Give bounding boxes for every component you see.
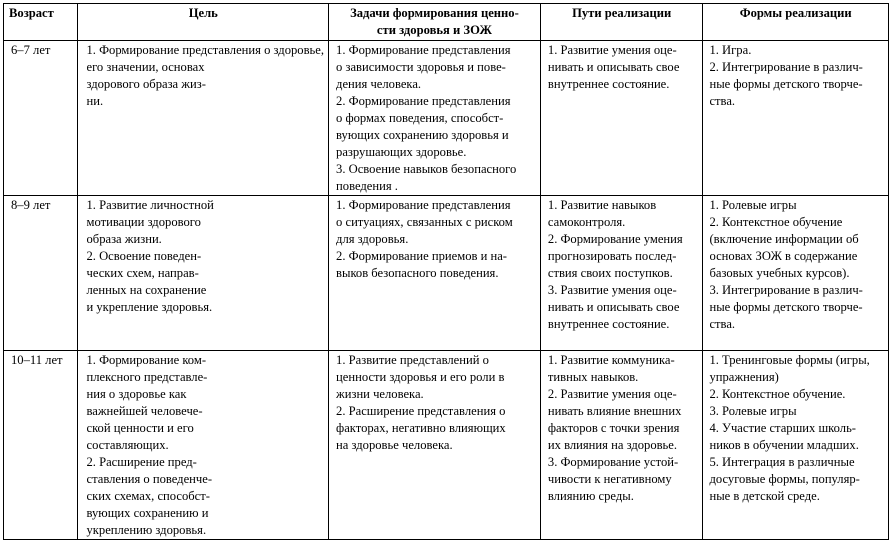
header-age: Возраст — [4, 4, 78, 41]
cell-age — [4, 41, 78, 196]
cell-line: влиянию среды. — [547, 489, 634, 503]
cell-line: их влияния на здоровье. — [547, 438, 678, 452]
cell-line: 4. Участие старших школь- — [709, 421, 857, 435]
cell-line: ства. — [709, 94, 736, 108]
cell-line: основах ЗОЖ в содержание — [709, 249, 858, 263]
health-education-table — [3, 3, 889, 540]
cell-goal — [78, 41, 329, 196]
cell-line: ства. — [709, 317, 736, 331]
cell-age — [4, 196, 78, 351]
cell-line: внутреннее состояние. — [547, 317, 670, 331]
cell-line: прогнозировать послед- — [547, 249, 677, 263]
cell-line: 2. Формирование приемов и на- — [336, 249, 508, 263]
cell-line: 2. Освоение поведен- — [86, 249, 202, 263]
cell-line: ствия своих поступков. — [547, 266, 673, 280]
cell-line: 1. Ролевые игры — [709, 198, 797, 212]
cell-line: 1. Игра. — [709, 43, 752, 57]
cell-line: (включение информации об — [709, 232, 859, 246]
cell-line: для здоровья. — [336, 232, 409, 246]
cell-line: о ситуациях, связанных с риском — [336, 215, 513, 229]
cell-line: 3. Развитие умения оце- — [547, 283, 677, 297]
header-ways: Пути реализации — [540, 4, 703, 41]
cell-line: жизни человека. — [336, 387, 424, 401]
cell-line: дения человека. — [336, 77, 422, 91]
cell-line: ников в обучении младших. — [709, 438, 859, 452]
cell-line: базовых учебных курсов). — [709, 266, 850, 280]
cell-line: мотивации здорового — [86, 215, 201, 229]
cell-line: ленных на сохранение — [86, 283, 207, 297]
cell-forms — [703, 41, 889, 196]
cell-line: о формах поведения, способст- — [336, 111, 504, 125]
cell-line: 10–11 лет — [11, 353, 63, 367]
cell-line: 2. Расширение пред- — [86, 455, 197, 469]
cell-line: 3. Интегрирование в различ- — [709, 283, 863, 297]
cell-age — [4, 351, 78, 540]
header-tasks-line: сти здоровья и ЗОЖ — [376, 23, 492, 37]
table-header-row — [4, 4, 889, 41]
cell-line: на здоровье человека. — [336, 438, 453, 452]
cell-line: досуговые формы, популяр- — [709, 472, 860, 486]
cell-line: укреплению здоровья. — [86, 523, 207, 537]
cell-line: факторах, негативно влияющих — [336, 421, 506, 435]
cell-line: нивать и описывать свое — [547, 300, 680, 314]
cell-tasks — [329, 196, 541, 351]
header-forms: Формы реализации — [703, 4, 889, 41]
cell-line: 6–7 лет — [11, 43, 51, 57]
cell-line: 2. Развитие умения оце- — [547, 387, 677, 401]
cell-line: 1. Формирование представления — [336, 43, 511, 57]
cell-line: ния о здоровье как — [86, 387, 187, 401]
cell-line: ской ценности и его — [86, 421, 194, 435]
cell-line: вующих сохранению здоровья и — [336, 128, 509, 142]
cell-line: 2. Формирование представления — [336, 94, 511, 108]
cell-line: 2. Контекстное обучение — [709, 215, 843, 229]
cell-line: поведения . — [336, 179, 398, 193]
cell-ways — [540, 351, 703, 540]
cell-tasks — [329, 351, 541, 540]
cell-forms — [703, 351, 889, 540]
cell-line: 3. Освоение навыков безопасного — [336, 162, 517, 176]
header-tasks — [329, 4, 541, 41]
cell-line: ценности здоровья и его роли в — [336, 370, 505, 384]
header-tasks-line: Задачи формирования ценно- — [350, 6, 519, 20]
cell-line: 1. Формирование представления — [336, 198, 511, 212]
cell-line: 1. Развитие умения оце- — [547, 43, 677, 57]
cell-line: ческих схем, направ- — [86, 266, 199, 280]
cell-line: чивости к негативному — [547, 472, 672, 486]
cell-line: ставления о поведенче- — [86, 472, 213, 486]
cell-line: и укрепление здоровья. — [86, 300, 213, 314]
cell-line: 2. Контекстное обучение. — [709, 387, 846, 401]
cell-line: 3. Формирование устой- — [547, 455, 679, 469]
cell-line: о зависимости здоровья и пове- — [336, 60, 506, 74]
cell-line: 1. Развитие представлений о — [336, 353, 489, 367]
cell-line: выков безопасного поведения. — [336, 266, 499, 280]
cell-ways — [540, 196, 703, 351]
cell-line: 5. Интеграция в различные — [709, 455, 855, 469]
cell-line: 2. Расширение представления о — [336, 404, 506, 418]
cell-ways — [540, 41, 703, 196]
cell-line: факторов с точки зрения — [547, 421, 680, 435]
cell-line: 1. Развитие коммуника- — [547, 353, 675, 367]
cell-line: 1. Формирование представления о здоровье, — [86, 43, 325, 57]
cell-goal — [78, 196, 329, 351]
cell-line: вующих сохранению и — [86, 506, 209, 520]
cell-line: самоконтроля. — [547, 215, 626, 229]
cell-line: здорового образа жиз- — [86, 77, 206, 91]
cell-goal — [78, 351, 329, 540]
cell-line: ни. — [86, 94, 104, 108]
cell-line: разрушающих здоровье. — [336, 145, 467, 159]
cell-line: тивных навыков. — [547, 370, 639, 384]
cell-line: 1. Развитие навыков — [547, 198, 657, 212]
cell-line: плексного представле- — [86, 370, 208, 384]
cell-line: 2. Формирование умения — [547, 232, 683, 246]
cell-line: ные в детской среде. — [709, 489, 820, 503]
cell-line: ные формы детского творче- — [709, 300, 863, 314]
cell-line: ные формы детского творче- — [709, 77, 863, 91]
cell-tasks — [329, 41, 541, 196]
table-row — [4, 196, 889, 351]
cell-line: нивать и описывать свое — [547, 60, 680, 74]
cell-line: упражнения) — [709, 370, 779, 384]
cell-line: внутреннее состояние. — [547, 77, 670, 91]
cell-forms — [703, 196, 889, 351]
cell-line: 1. Развитие личностной — [86, 198, 214, 212]
cell-line: важнейшей человече- — [86, 404, 203, 418]
cell-line: составляющих. — [86, 438, 169, 452]
cell-line: 2. Интегрирование в различ- — [709, 60, 863, 74]
cell-line: 1. Формирование ком- — [86, 353, 207, 367]
cell-line: его значении, основах — [86, 60, 205, 74]
header-goal: Цель — [78, 4, 329, 41]
table-row — [4, 41, 889, 196]
table-row — [4, 351, 889, 540]
cell-line: 8–9 лет — [11, 198, 51, 212]
cell-line: ских схемах, способст- — [86, 489, 210, 503]
cell-line: 1. Тренинговые формы (игры, — [709, 353, 870, 367]
cell-line: образа жизни. — [86, 232, 162, 246]
cell-line: нивать влияние внешних — [547, 404, 682, 418]
cell-line: 3. Ролевые игры — [709, 404, 797, 418]
